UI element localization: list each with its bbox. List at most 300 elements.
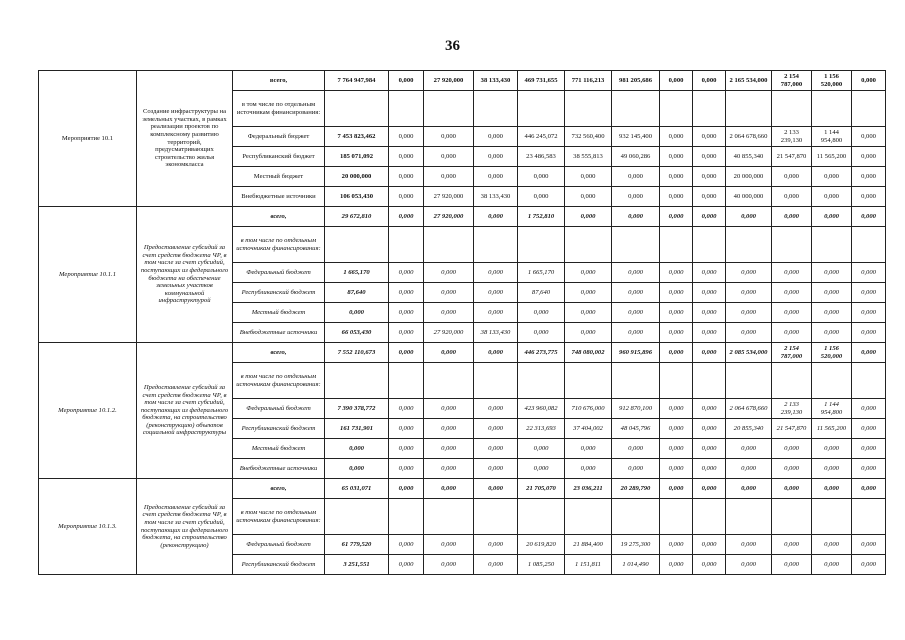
value-year: 20 619,820 bbox=[518, 535, 565, 555]
value-year: 0,000 bbox=[612, 167, 660, 187]
funding-source: Внебюджетные источники bbox=[233, 459, 325, 479]
value-year: 1 085,250 bbox=[518, 555, 565, 575]
value-year: 0,000 bbox=[474, 343, 518, 363]
value-year: 0,000 bbox=[812, 263, 852, 283]
value-year: 0,000 bbox=[424, 535, 474, 555]
funding-source: Федеральный бюджет bbox=[233, 535, 325, 555]
value-year bbox=[726, 91, 772, 127]
table-row bbox=[39, 207, 886, 227]
value-year: 0,000 bbox=[726, 323, 772, 343]
value-year: 0,000 bbox=[772, 187, 812, 207]
funding-source: в том числе по отдельным источникам финансирования: bbox=[233, 499, 325, 535]
value-year: 0,000 bbox=[424, 399, 474, 419]
value-year: 0,000 bbox=[852, 535, 886, 555]
measure-description: Предоставление субсидий за счет средств бюджета ЧР, в том числе за счет субсидий, поступающих из федерального бюджета на обеспечение земельных участков коммунальной инфраструктурой bbox=[137, 207, 233, 343]
value-year bbox=[660, 227, 693, 263]
value-year: 0,000 bbox=[693, 439, 726, 459]
value-year bbox=[518, 363, 565, 399]
value-year: 771 116,213 bbox=[565, 71, 612, 91]
value-year: 0,000 bbox=[693, 343, 726, 363]
funding-source: всего, bbox=[233, 343, 325, 363]
value-year: 40 855,340 bbox=[726, 147, 772, 167]
value-total: 7 390 378,772 bbox=[325, 399, 389, 419]
value-year: 0,000 bbox=[389, 555, 424, 575]
value-year: 0,000 bbox=[693, 399, 726, 419]
value-year bbox=[518, 227, 565, 263]
value-total: 65 031,071 bbox=[325, 479, 389, 499]
value-year: 0,000 bbox=[660, 439, 693, 459]
table-row bbox=[39, 343, 886, 363]
value-total: 20 000,000 bbox=[325, 167, 389, 187]
value-year: 0,000 bbox=[852, 207, 886, 227]
value-year: 87,640 bbox=[518, 283, 565, 303]
value-year: 0,000 bbox=[389, 147, 424, 167]
value-year: 0,000 bbox=[726, 263, 772, 283]
value-year: 22 313,693 bbox=[518, 419, 565, 439]
value-year: 0,000 bbox=[518, 459, 565, 479]
page-number: 36 bbox=[445, 38, 460, 54]
value-year: 960 915,896 bbox=[612, 343, 660, 363]
value-year: 0,000 bbox=[852, 399, 886, 419]
value-year: 0,000 bbox=[772, 439, 812, 459]
value-year: 0,000 bbox=[852, 147, 886, 167]
value-year: 0,000 bbox=[474, 263, 518, 283]
value-year bbox=[389, 499, 424, 535]
value-year: 0,000 bbox=[518, 439, 565, 459]
value-year: 912 870,100 bbox=[612, 399, 660, 419]
value-year: 0,000 bbox=[852, 555, 886, 575]
value-year: 2 165 534,000 bbox=[726, 71, 772, 91]
value-year: 0,000 bbox=[389, 167, 424, 187]
value-year: 0,000 bbox=[612, 459, 660, 479]
value-year: 0,000 bbox=[474, 303, 518, 323]
value-year: 0,000 bbox=[424, 263, 474, 283]
funding-source: в том числе по отдельным источникам финансирования: bbox=[233, 227, 325, 263]
value-year: 2 064 678,660 bbox=[726, 399, 772, 419]
value-year: 27 920,000 bbox=[424, 187, 474, 207]
value-year bbox=[660, 363, 693, 399]
funding-source: Внебюджетные источники bbox=[233, 187, 325, 207]
value-year: 0,000 bbox=[389, 207, 424, 227]
value-year: 0,000 bbox=[389, 263, 424, 283]
funding-source: Федеральный бюджет bbox=[233, 127, 325, 147]
value-year: 0,000 bbox=[474, 207, 518, 227]
value-year: 0,000 bbox=[518, 187, 565, 207]
value-year bbox=[693, 499, 726, 535]
value-year bbox=[772, 91, 812, 127]
value-year bbox=[424, 91, 474, 127]
value-year: 11 565,200 bbox=[812, 419, 852, 439]
value-year: 0,000 bbox=[772, 263, 812, 283]
value-year: 0,000 bbox=[726, 479, 772, 499]
value-total: 1 665,170 bbox=[325, 263, 389, 283]
measure-name: Мероприятие 10.1.2. bbox=[39, 343, 137, 479]
value-year: 0,000 bbox=[693, 419, 726, 439]
value-year: 0,000 bbox=[852, 167, 886, 187]
value-year: 0,000 bbox=[693, 147, 726, 167]
value-year: 0,000 bbox=[565, 207, 612, 227]
value-year: 27 920,000 bbox=[424, 71, 474, 91]
funding-source: Местный бюджет bbox=[233, 167, 325, 187]
value-year: 0,000 bbox=[812, 323, 852, 343]
value-year: 0,000 bbox=[726, 555, 772, 575]
value-year: 0,000 bbox=[424, 167, 474, 187]
value-year: 0,000 bbox=[424, 479, 474, 499]
value-year: 49 060,286 bbox=[612, 147, 660, 167]
value-year: 0,000 bbox=[474, 479, 518, 499]
value-year: 1 665,170 bbox=[518, 263, 565, 283]
value-total bbox=[325, 363, 389, 399]
value-year: 0,000 bbox=[389, 323, 424, 343]
value-year: 0,000 bbox=[518, 323, 565, 343]
value-year: 0,000 bbox=[474, 399, 518, 419]
funding-source: Федеральный бюджет bbox=[233, 399, 325, 419]
value-year: 0,000 bbox=[474, 555, 518, 575]
value-year: 38 133,430 bbox=[474, 71, 518, 91]
budget-body bbox=[39, 71, 886, 575]
funding-source: всего, bbox=[233, 479, 325, 499]
value-year: 0,000 bbox=[565, 283, 612, 303]
value-year: 38 133,430 bbox=[474, 323, 518, 343]
value-year: 2 085 534,000 bbox=[726, 343, 772, 363]
value-year: 0,000 bbox=[693, 283, 726, 303]
value-year bbox=[772, 227, 812, 263]
value-year bbox=[612, 227, 660, 263]
budget-table bbox=[38, 70, 886, 575]
value-year: 0,000 bbox=[612, 439, 660, 459]
value-year bbox=[693, 227, 726, 263]
value-total bbox=[325, 91, 389, 127]
value-year: 0,000 bbox=[852, 263, 886, 283]
value-year: 40 000,000 bbox=[726, 187, 772, 207]
value-year: 446 245,072 bbox=[518, 127, 565, 147]
value-year: 748 080,002 bbox=[565, 343, 612, 363]
value-year: 0,000 bbox=[660, 343, 693, 363]
value-year: 0,000 bbox=[389, 187, 424, 207]
value-year: 0,000 bbox=[660, 419, 693, 439]
value-year bbox=[852, 91, 886, 127]
value-year: 0,000 bbox=[389, 127, 424, 147]
value-year: 0,000 bbox=[389, 71, 424, 91]
value-year: 0,000 bbox=[660, 71, 693, 91]
value-year: 0,000 bbox=[565, 439, 612, 459]
value-year: 1 014,490 bbox=[612, 555, 660, 575]
value-year: 0,000 bbox=[474, 535, 518, 555]
measure-description: Создание инфраструктуры на земельных участках, в рамках реализации проектов по комплексному развитию территорий, предусматривающих строительство жилья экономкласса bbox=[137, 71, 233, 207]
value-year: 0,000 bbox=[772, 303, 812, 323]
table-row bbox=[39, 479, 886, 499]
value-year: 469 731,655 bbox=[518, 71, 565, 91]
value-year bbox=[693, 363, 726, 399]
value-year: 0,000 bbox=[772, 459, 812, 479]
value-year bbox=[474, 227, 518, 263]
value-year: 0,000 bbox=[424, 419, 474, 439]
value-year: 0,000 bbox=[389, 535, 424, 555]
value-year: 21 884,400 bbox=[565, 535, 612, 555]
value-year: 0,000 bbox=[693, 555, 726, 575]
value-year: 0,000 bbox=[852, 71, 886, 91]
value-year: 0,000 bbox=[424, 283, 474, 303]
measure-name: Мероприятие 10.1 bbox=[39, 71, 137, 207]
value-year: 21 547,870 bbox=[772, 147, 812, 167]
value-year: 0,000 bbox=[565, 459, 612, 479]
value-year: 0,000 bbox=[389, 283, 424, 303]
value-year: 0,000 bbox=[812, 167, 852, 187]
value-year bbox=[726, 227, 772, 263]
value-year: 0,000 bbox=[389, 399, 424, 419]
value-year: 0,000 bbox=[693, 167, 726, 187]
value-year bbox=[612, 363, 660, 399]
value-year: 0,000 bbox=[693, 127, 726, 147]
value-year: 1 151,811 bbox=[565, 555, 612, 575]
value-year bbox=[565, 363, 612, 399]
value-year bbox=[660, 499, 693, 535]
value-year: 0,000 bbox=[660, 147, 693, 167]
value-year: 0,000 bbox=[424, 127, 474, 147]
value-year: 0,000 bbox=[852, 187, 886, 207]
value-year bbox=[852, 499, 886, 535]
funding-source: Федеральный бюджет bbox=[233, 263, 325, 283]
value-year: 0,000 bbox=[693, 303, 726, 323]
value-year: 20 000,000 bbox=[726, 167, 772, 187]
value-year bbox=[772, 363, 812, 399]
value-year: 0,000 bbox=[474, 439, 518, 459]
value-year: 0,000 bbox=[693, 535, 726, 555]
value-year: 0,000 bbox=[772, 167, 812, 187]
value-year: 0,000 bbox=[612, 283, 660, 303]
value-year: 2 154 787,000 bbox=[772, 71, 812, 91]
value-year: 981 205,686 bbox=[612, 71, 660, 91]
value-year: 0,000 bbox=[812, 283, 852, 303]
value-year: 0,000 bbox=[389, 419, 424, 439]
value-year: 0,000 bbox=[726, 283, 772, 303]
value-year bbox=[726, 499, 772, 535]
value-year bbox=[612, 499, 660, 535]
value-year: 0,000 bbox=[693, 263, 726, 283]
value-year: 0,000 bbox=[389, 479, 424, 499]
value-year: 0,000 bbox=[389, 439, 424, 459]
value-year bbox=[660, 91, 693, 127]
value-year: 1 144 954,800 bbox=[812, 399, 852, 419]
value-total: 0,000 bbox=[325, 303, 389, 323]
measure-name: Мероприятие 10.1.1 bbox=[39, 207, 137, 343]
value-year: 0,000 bbox=[693, 71, 726, 91]
value-total: 29 672,810 bbox=[325, 207, 389, 227]
value-year: 423 960,082 bbox=[518, 399, 565, 419]
value-total bbox=[325, 499, 389, 535]
value-year: 0,000 bbox=[518, 303, 565, 323]
value-year: 0,000 bbox=[612, 303, 660, 323]
value-total: 7 764 947,984 bbox=[325, 71, 389, 91]
value-year: 0,000 bbox=[389, 459, 424, 479]
value-total: 66 053,430 bbox=[325, 323, 389, 343]
value-year bbox=[772, 499, 812, 535]
value-year: 38 133,430 bbox=[474, 187, 518, 207]
value-year: 0,000 bbox=[660, 187, 693, 207]
funding-source: Республиканский бюджет bbox=[233, 283, 325, 303]
value-year: 0,000 bbox=[852, 283, 886, 303]
value-year: 0,000 bbox=[518, 167, 565, 187]
value-year: 0,000 bbox=[660, 167, 693, 187]
value-year: 1 752,810 bbox=[518, 207, 565, 227]
value-total: 7 552 110,673 bbox=[325, 343, 389, 363]
value-year bbox=[565, 91, 612, 127]
value-year: 38 555,813 bbox=[565, 147, 612, 167]
value-year: 0,000 bbox=[852, 419, 886, 439]
funding-source: Местный бюджет bbox=[233, 439, 325, 459]
value-year: 0,000 bbox=[424, 343, 474, 363]
value-year: 0,000 bbox=[772, 535, 812, 555]
value-year: 0,000 bbox=[660, 127, 693, 147]
funding-source: Республиканский бюджет bbox=[233, 147, 325, 167]
value-year: 710 676,000 bbox=[565, 399, 612, 419]
value-year: 21 705,070 bbox=[518, 479, 565, 499]
value-year: 0,000 bbox=[474, 459, 518, 479]
value-year bbox=[693, 91, 726, 127]
value-year: 0,000 bbox=[565, 167, 612, 187]
value-year: 48 045,796 bbox=[612, 419, 660, 439]
value-year: 19 275,300 bbox=[612, 535, 660, 555]
value-year: 0,000 bbox=[772, 555, 812, 575]
value-year: 0,000 bbox=[812, 535, 852, 555]
value-year: 0,000 bbox=[389, 343, 424, 363]
value-year: 0,000 bbox=[812, 555, 852, 575]
value-year: 0,000 bbox=[612, 187, 660, 207]
value-year: 0,000 bbox=[424, 555, 474, 575]
funding-source: в том числе по отдельным источникам финансирования: bbox=[233, 91, 325, 127]
value-year: 1 156 520,000 bbox=[812, 71, 852, 91]
value-year: 1 144 954,800 bbox=[812, 127, 852, 147]
value-year: 0,000 bbox=[812, 459, 852, 479]
value-year: 0,000 bbox=[660, 283, 693, 303]
value-year: 0,000 bbox=[660, 323, 693, 343]
value-year bbox=[474, 499, 518, 535]
value-year: 0,000 bbox=[474, 147, 518, 167]
value-year: 20 855,340 bbox=[726, 419, 772, 439]
value-year: 0,000 bbox=[772, 207, 812, 227]
value-year bbox=[565, 227, 612, 263]
value-year: 0,000 bbox=[612, 263, 660, 283]
value-year: 0,000 bbox=[612, 323, 660, 343]
value-year: 0,000 bbox=[772, 323, 812, 343]
value-year: 0,000 bbox=[852, 459, 886, 479]
value-year: 0,000 bbox=[693, 207, 726, 227]
value-year: 23 036,211 bbox=[565, 479, 612, 499]
value-year: 0,000 bbox=[424, 303, 474, 323]
value-year: 0,000 bbox=[772, 283, 812, 303]
value-year bbox=[565, 499, 612, 535]
value-total: 0,000 bbox=[325, 459, 389, 479]
value-year: 0,000 bbox=[852, 439, 886, 459]
funding-source: Внебюджетные источники bbox=[233, 323, 325, 343]
value-year: 0,000 bbox=[772, 479, 812, 499]
value-year: 0,000 bbox=[474, 283, 518, 303]
funding-source: Республиканский бюджет bbox=[233, 419, 325, 439]
funding-source: всего, bbox=[233, 71, 325, 91]
value-year: 0,000 bbox=[474, 419, 518, 439]
value-year: 37 404,002 bbox=[565, 419, 612, 439]
value-total bbox=[325, 227, 389, 263]
value-year: 0,000 bbox=[693, 187, 726, 207]
value-year: 0,000 bbox=[389, 303, 424, 323]
value-year: 0,000 bbox=[812, 187, 852, 207]
value-total: 106 053,430 bbox=[325, 187, 389, 207]
funding-source: всего, bbox=[233, 207, 325, 227]
value-year: 0,000 bbox=[474, 167, 518, 187]
value-year: 446 273,775 bbox=[518, 343, 565, 363]
value-year: 0,000 bbox=[424, 147, 474, 167]
value-year: 0,000 bbox=[726, 535, 772, 555]
value-year: 0,000 bbox=[660, 303, 693, 323]
value-year: 0,000 bbox=[726, 207, 772, 227]
value-year: 0,000 bbox=[565, 263, 612, 283]
value-year: 0,000 bbox=[474, 127, 518, 147]
value-year: 0,000 bbox=[852, 127, 886, 147]
value-total: 61 779,520 bbox=[325, 535, 389, 555]
value-year: 0,000 bbox=[693, 323, 726, 343]
value-year: 20 289,790 bbox=[612, 479, 660, 499]
funding-source: Местный бюджет bbox=[233, 303, 325, 323]
value-year: 11 565,200 bbox=[812, 147, 852, 167]
value-year bbox=[474, 91, 518, 127]
value-year bbox=[852, 363, 886, 399]
value-year: 0,000 bbox=[565, 187, 612, 207]
value-year: 0,000 bbox=[660, 555, 693, 575]
value-year bbox=[424, 227, 474, 263]
value-total: 7 453 823,462 bbox=[325, 127, 389, 147]
value-year bbox=[389, 91, 424, 127]
value-year: 0,000 bbox=[693, 479, 726, 499]
value-year: 0,000 bbox=[812, 303, 852, 323]
value-year: 0,000 bbox=[660, 207, 693, 227]
value-year bbox=[612, 91, 660, 127]
value-total: 87,640 bbox=[325, 283, 389, 303]
value-year: 0,000 bbox=[852, 479, 886, 499]
value-year: 27 920,000 bbox=[424, 323, 474, 343]
value-year: 2 133 239,130 bbox=[772, 399, 812, 419]
value-year bbox=[812, 227, 852, 263]
value-year: 1 156 520,000 bbox=[812, 343, 852, 363]
value-year: 0,000 bbox=[726, 303, 772, 323]
measure-description: Предоставление субсидий за счет средств бюджета ЧР, в том числе за счет субсидий, поступающих из федерального бюджета, на строительство (реконструкцию) bbox=[137, 479, 233, 575]
value-year: 0,000 bbox=[565, 323, 612, 343]
value-total: 161 731,901 bbox=[325, 419, 389, 439]
value-year bbox=[389, 227, 424, 263]
value-year bbox=[424, 499, 474, 535]
value-year: 0,000 bbox=[660, 263, 693, 283]
value-year: 0,000 bbox=[726, 439, 772, 459]
value-year bbox=[518, 91, 565, 127]
value-year: 0,000 bbox=[812, 207, 852, 227]
value-year bbox=[812, 499, 852, 535]
value-year: 2 133 239,130 bbox=[772, 127, 812, 147]
value-year: 21 547,870 bbox=[772, 419, 812, 439]
value-year: 2 064 678,660 bbox=[726, 127, 772, 147]
value-year: 0,000 bbox=[424, 459, 474, 479]
value-year bbox=[812, 363, 852, 399]
value-year bbox=[812, 91, 852, 127]
value-year bbox=[474, 363, 518, 399]
value-year: 732 560,400 bbox=[565, 127, 612, 147]
value-total: 185 071,092 bbox=[325, 147, 389, 167]
value-year: 0,000 bbox=[424, 439, 474, 459]
funding-source: Республиканский бюджет bbox=[233, 555, 325, 575]
measure-name: Мероприятие 10.1.3. bbox=[39, 479, 137, 575]
value-year: 0,000 bbox=[693, 459, 726, 479]
value-year: 0,000 bbox=[812, 439, 852, 459]
funding-source: в том числе по отдельным источникам финансирования: bbox=[233, 363, 325, 399]
value-year: 0,000 bbox=[660, 459, 693, 479]
